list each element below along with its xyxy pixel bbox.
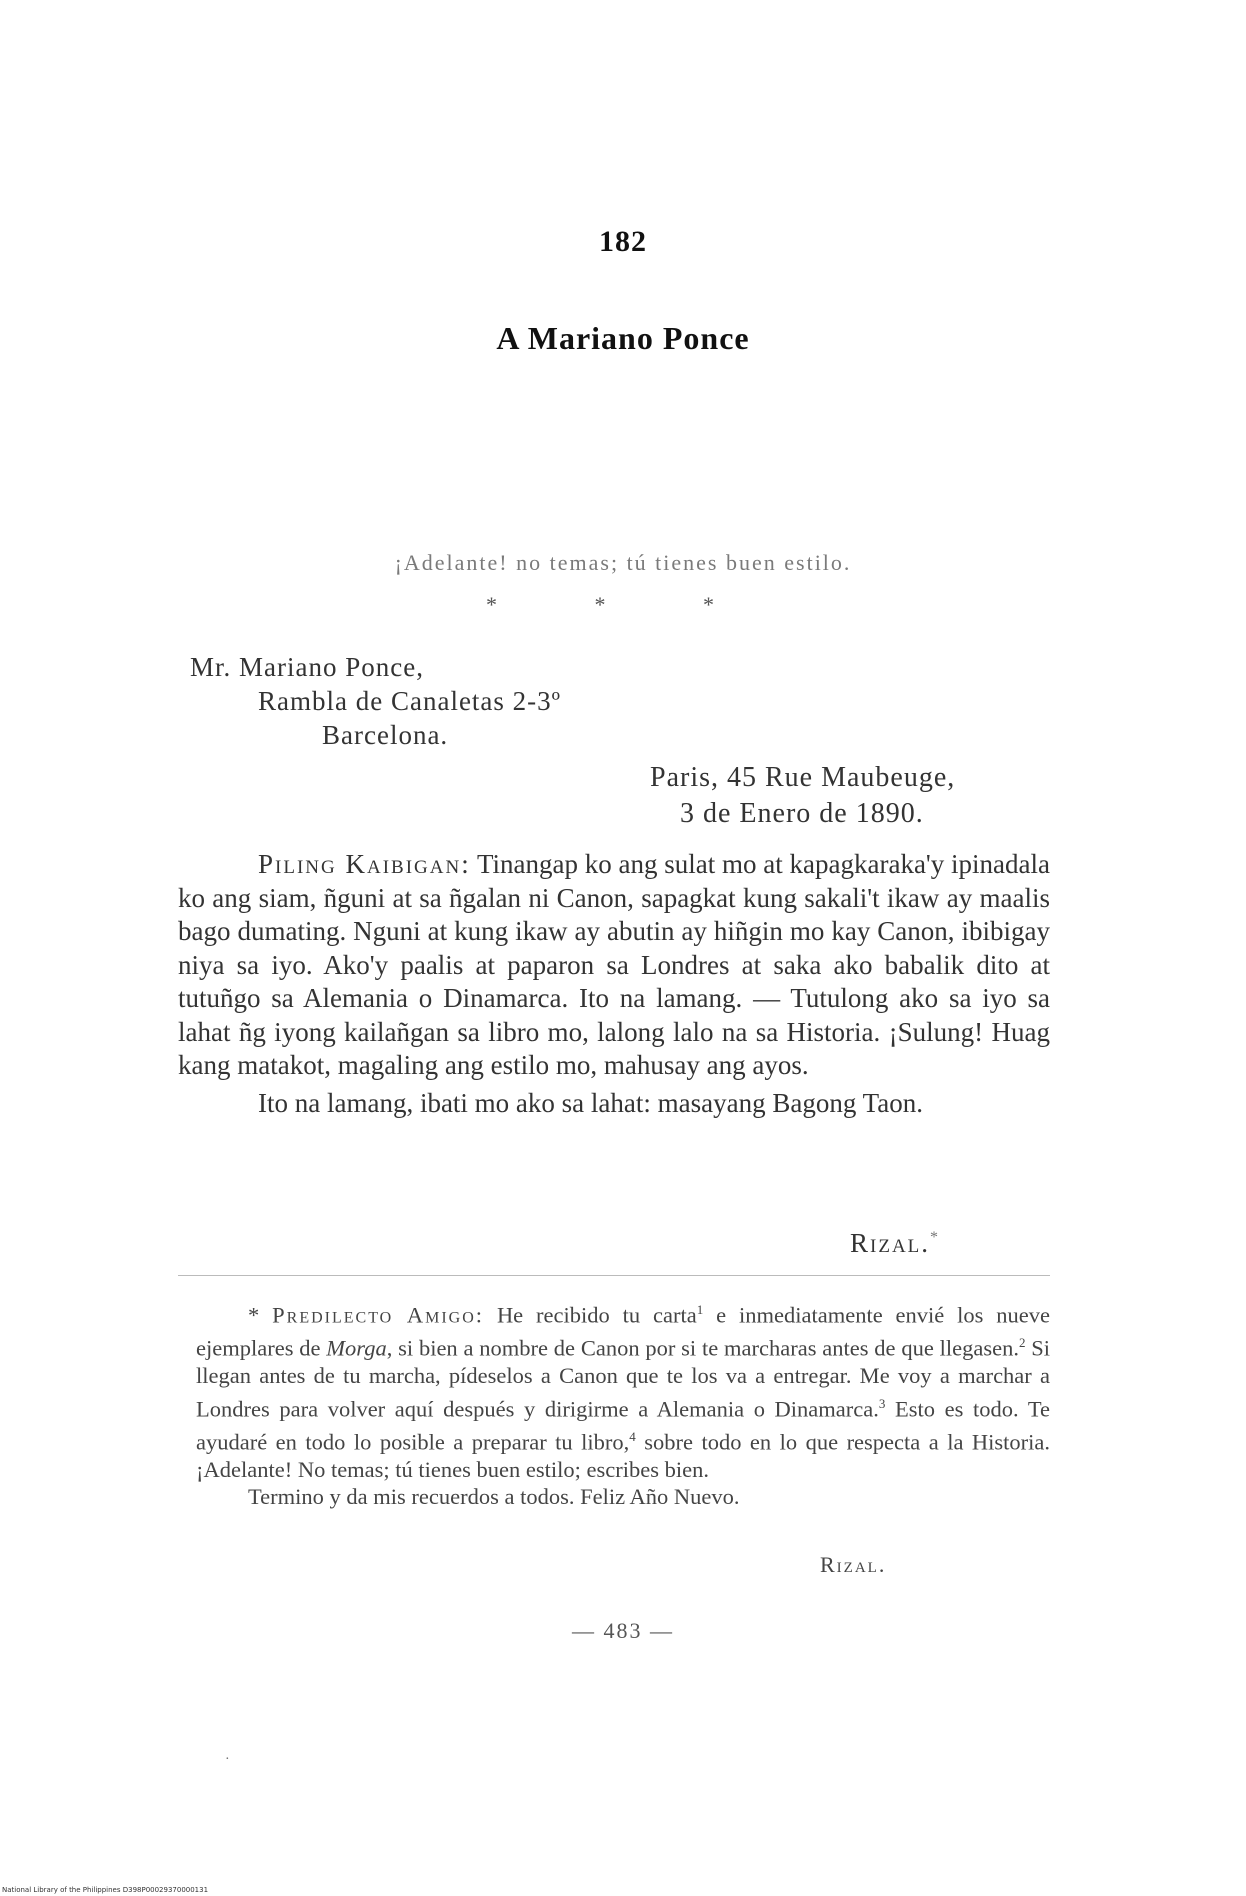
- tagalog-salutation: Piling Kaibigan:: [258, 849, 471, 879]
- footnote-text-2: e inmediatamente envié los nueve ejemplares de: [196, 1302, 1051, 1361]
- spanish-signature: Rizal.: [820, 1552, 887, 1577]
- tagalog-paragraph-1: [178, 848, 1050, 1083]
- footnote-book-title: Morga: [326, 1335, 387, 1361]
- letter-date: 3 de Enero de 1890.: [680, 798, 924, 829]
- footnote-ref-2: 2: [1018, 1335, 1026, 1350]
- sender-place: Paris, 45 Rue Maubeuge,: [650, 762, 956, 793]
- footnote-paragraph-1: [196, 1296, 1050, 1483]
- letter-title: A Mariano Ponce: [496, 320, 750, 356]
- asterism-separator: * * *: [486, 592, 760, 617]
- footnote-ref-3: 3: [878, 1395, 886, 1411]
- recipient-address: [190, 650, 561, 752]
- footnote-closing: Termino y da mis recuerdos a todos. Feliz Año Nuevo.: [248, 1484, 740, 1509]
- spanish-translation-footnote: [196, 1296, 1050, 1511]
- footnote-text-3: , si bien a nombre de Canon por si te marcharas antes de que llegasen.: [386, 1335, 1019, 1361]
- tagalog-paragraph-1-text: Tinangap ko ang sulat mo at kapagkaraka'y ipinadala ko ang siam, ñguni at sa ñgalan ni Canon, sapagkat kung sakali't ikaw ay maalis bago dumating. Nguni at kung ikaw ay abutin ay hiñgin mo kay Canon, ibibigay niya sa iyo. Ako'y paalis at paparon sa Londres at saka ako babalik dito at tutuñgo sa Alemania o Dinamarca. Ito na lamang. — Tutulong ako sa iyo sa lahat ñg iyong kailañgan sa libro mo, lalong lalo na sa Historia. ¡Sulung! Huag kang matakot, magaling ang estilo mo, mahusay ang ayos.: [178, 849, 1051, 1080]
- place-and-date: [650, 760, 955, 832]
- footnote-ref-1: 1: [696, 1302, 704, 1317]
- tagalog-paragraph-2: Ito na lamang, ibati mo ako sa lahat: masayang Bagong Taon.: [258, 1087, 923, 1118]
- address-line-street: Rambla de Canaletas 2-3º: [258, 686, 562, 716]
- tagalog-signature: [850, 1228, 940, 1259]
- tagalog-signature-text: Rizal.: [850, 1228, 931, 1258]
- address-line-name: Mr. Mariano Ponce,: [190, 652, 424, 682]
- footnote-text-5: Esto es todo. Te ayudaré en todo lo posible a preparar tu libro,: [196, 1396, 1051, 1454]
- tagalog-letter-body: [178, 848, 1050, 1120]
- footnote-text-4: Si llegan antes de tu marcha, pídeselos a Canon que te los va a entregar. Me voy a marchar a Londres para volver aquí después y dirigirme a Alemania o Dinamarca.: [196, 1335, 1051, 1421]
- page-folio: — 483 —: [572, 1618, 674, 1643]
- footnote-text-6: sobre todo en lo que respecta a la Historia. ¡Adelante! No temas; tú tienes buen estilo; escribes bien.: [196, 1429, 1051, 1482]
- footnote-rule: [178, 1275, 1050, 1276]
- address-line-city: Barcelona.: [322, 720, 449, 750]
- footnote-marker: *: [930, 1229, 941, 1246]
- footnote-text-1: He recibido tu carta: [496, 1302, 697, 1328]
- scan-speck: ·: [225, 1752, 230, 1767]
- footnote-mark: *: [248, 1302, 260, 1328]
- footnote-ref-4: 4: [629, 1428, 636, 1444]
- letter-number: 182: [599, 225, 647, 258]
- epigraph: ¡Adelante! no temas; tú tienes buen estilo.: [394, 550, 852, 575]
- archive-credit: National Library of the Philippines D398P00029370000131: [2, 1886, 209, 1894]
- footnote-salutation: Predilecto Amigo:: [272, 1302, 485, 1328]
